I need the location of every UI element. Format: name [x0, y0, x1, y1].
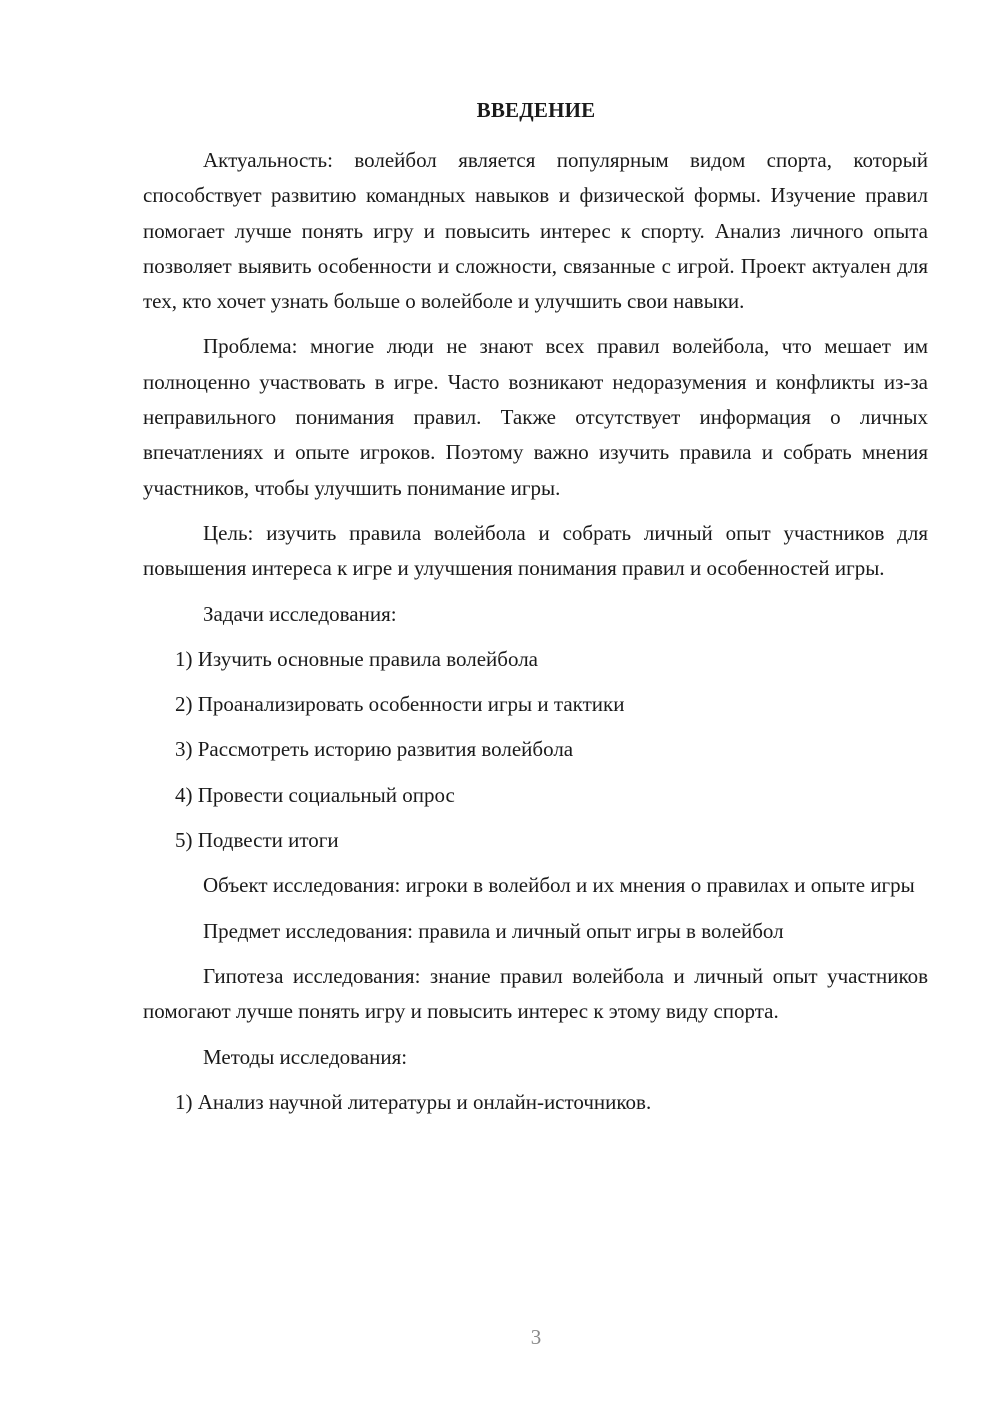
task-item: 5) Подвести итоги [175, 828, 339, 853]
hypothesis-paragraph: Гипотеза исследования: знание правил волейбола и личный опыт участников помогают лучше понять игру и повысить интерес к этому виду спорта. [143, 963, 928, 1024]
relevance-paragraph: Актуальность: волейбол является популярным видом спорта, который способствует развитию командных навыков и физической формы. Изучение правил помогает лучше понять игру и повысить интерес к спорту. Анализ личного опыта позволяет выявить особенности и сложности, связанные с игрой. Проект актуален для тех, кто хочет узнать больше о волейболе и улучшить свои навыки. [143, 148, 928, 314]
problem-paragraph: Проблема: многие люди не знают всех правил волейбола, что мешает им полноценно участвовать в игре. Часто возникают недоразумения и конфликты из-за неправильного понимания правил. Также отсутствует информация о личных впечатлениях и опыте игроков. Поэтому важно изучить правила и собрать мнения участников, чтобы улучшить понимание игры. [143, 334, 928, 500]
task-item: 1) Изучить основные правила волейбола [175, 646, 538, 671]
document-body [143, 143, 928, 1130]
task-item: 4) Провести социальный опрос [175, 782, 455, 807]
subject-paragraph: Предмет исследования: правила и личный опыт игры в волейбол [203, 918, 784, 943]
page-title: ВВЕДЕНИЕ [476, 98, 596, 122]
task-item: 3) Рассмотреть историю развития волейбола [175, 737, 574, 762]
method-item: 1) Анализ научной литературы и онлайн-источников. [175, 1089, 652, 1114]
methods-heading: Методы исследования: [203, 1044, 408, 1069]
task-item: 2) Проанализировать особенности игры и тактики [175, 692, 625, 717]
tasks-heading: Задачи исследования: [203, 601, 397, 626]
object-paragraph: Объект исследования: игроки в волейбол и их мнения о правилах и опыте игры [203, 873, 915, 898]
page-number: 3 [530, 1325, 542, 1349]
goal-paragraph: Цель: изучить правила волейбола и собрать личный опыт участников для повышения интереса к игре и улучшения понимания правил и особенностей игры. [143, 520, 928, 581]
